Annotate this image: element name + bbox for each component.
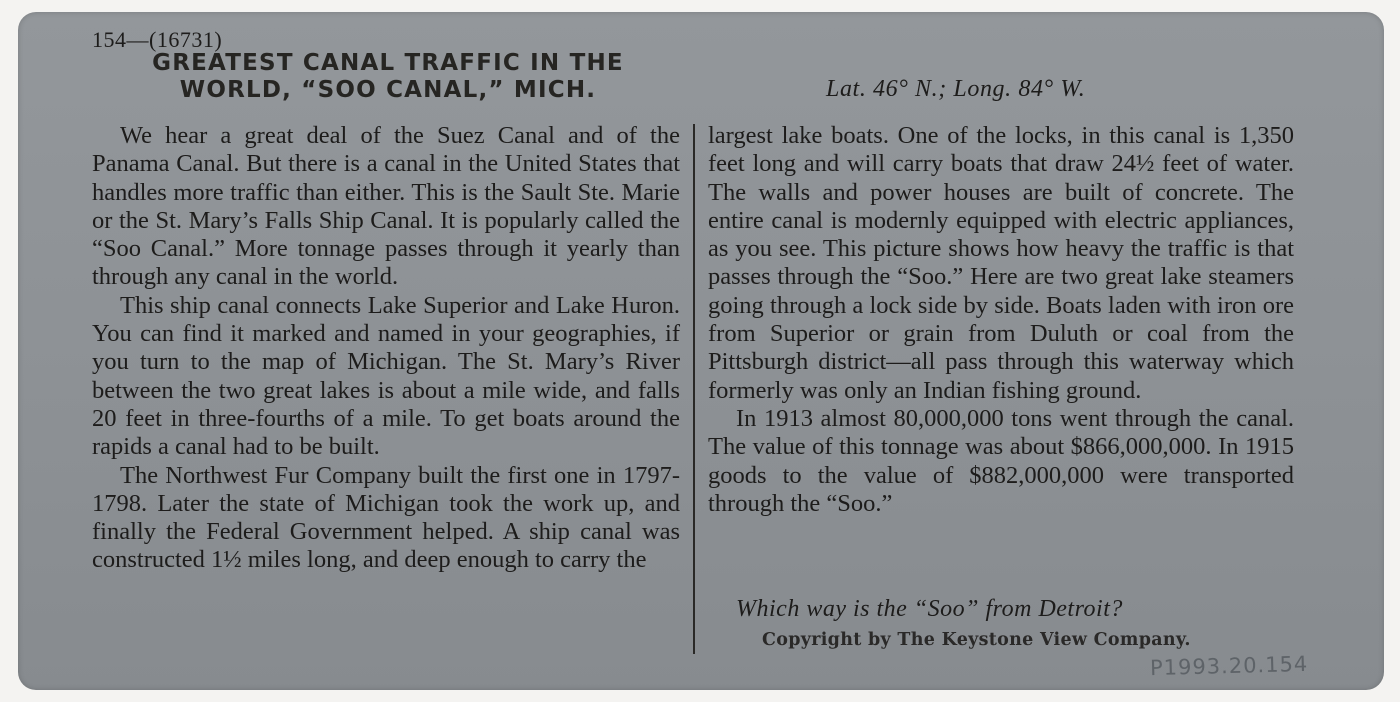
question: Which way is the “Soo” from Detroit? xyxy=(736,596,1123,622)
title-line-2: WORLD, “SOO CANAL,” MICH. xyxy=(179,77,597,103)
copyright: Copyright by The Keystone View Company. xyxy=(762,630,1191,650)
accession-number: P1993.20.154 xyxy=(1149,651,1309,681)
left-column xyxy=(92,122,680,575)
paragraph: This ship canal connects Lake Superior and Lake Huron. You can find it marked and named in your geographies, if you turn to the map of Michigan. The St. Mary’s River between the two great lakes is about a mile wide, and falls 20 feet in three-fourths of a mile. To get boats around the rapids a canal had to be built. xyxy=(92,291,680,461)
card-title xyxy=(88,50,688,104)
stereograph-card-back xyxy=(18,12,1384,690)
column-divider xyxy=(693,124,695,654)
paragraph: We hear a great deal of the Suez Canal and of the Panama Canal. But there is a canal in the United States that handles more traffic than either. This is the Sault Ste. Marie or the St. Mary’s Falls Ship Canal. It is popularly called the “Soo Canal.” More tonnage passes through it yearly than through any canal in the world. xyxy=(92,122,680,291)
lat-long: Lat. 46° N.; Long. 84° W. xyxy=(826,76,1086,102)
title-line-1: GREATEST CANAL TRAFFIC IN THE xyxy=(152,50,624,76)
paragraph: In 1913 almost 80,000,000 tons went through the canal. The value of this tonnage was about $866,000,000. In 1915 goods to the value of $882,000,000 were transported through the “Soo.” xyxy=(708,404,1294,517)
paragraph: The Northwest Fur Company built the first one in 1797-1798. Later the state of Michigan took the work up, and finally the Federal Government helped. A ship canal was constructed 1½ miles long, and deep enough to carry the xyxy=(92,461,680,574)
card-number: 154—(16731) xyxy=(92,27,223,52)
paragraph: largest lake boats. One of the locks, in this canal is 1,350 feet long and will carry boats that draw 24½ feet of water. The walls and power houses are built of concrete. The entire canal is modernly equipped with electric appliances, as you see. This picture shows how heavy the traffic is that passes through the “Soo.” Here are two great lake steamers going through a lock side by side. Boats laden with iron ore from Superior or grain from Duluth or coal from the Pittsburgh district—all pass through this waterway which formerly was only an Indian fishing ground. xyxy=(708,122,1294,404)
right-column xyxy=(708,122,1294,518)
